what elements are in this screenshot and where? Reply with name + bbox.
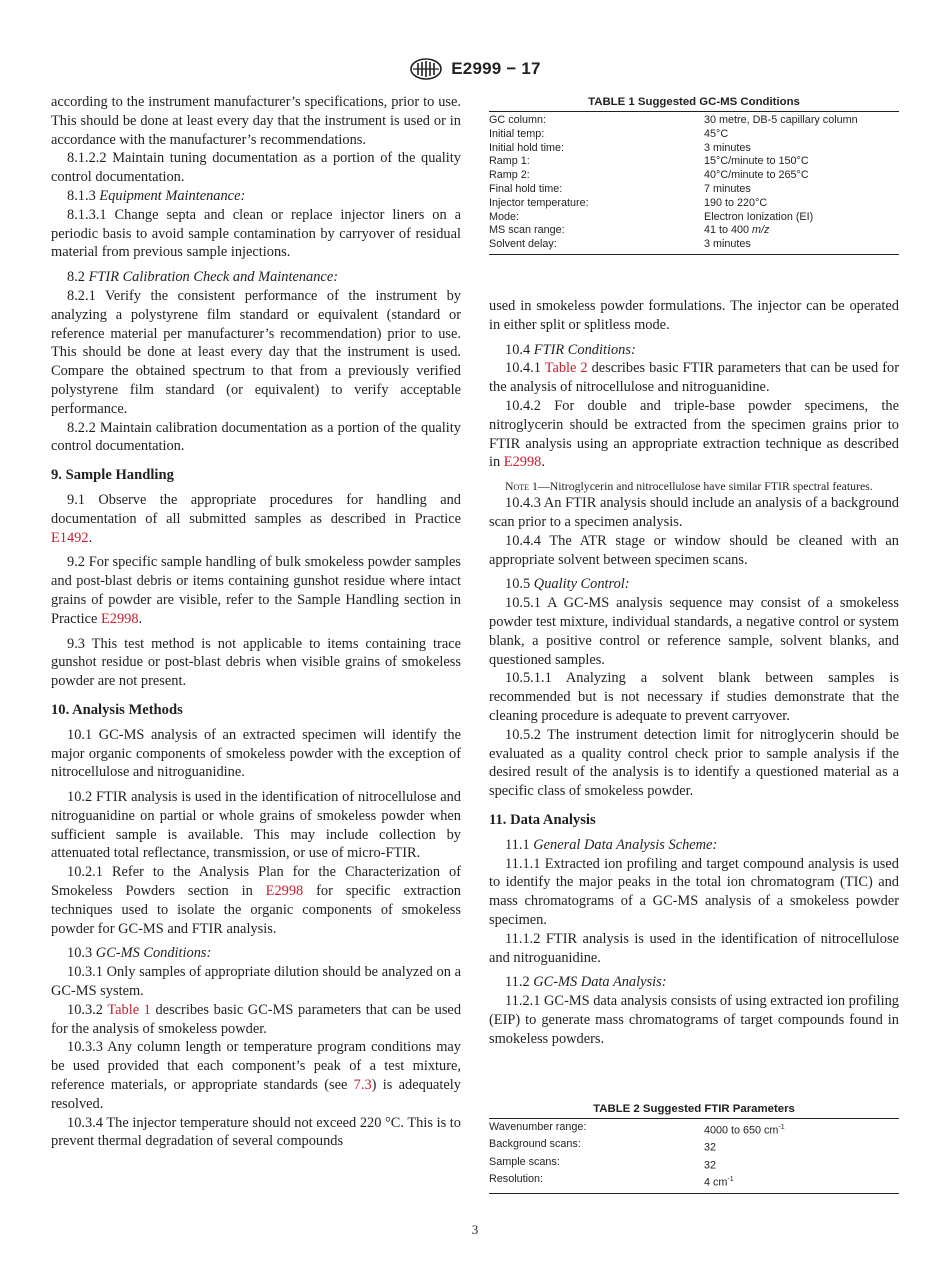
table-row: GC column: 30 metre, DB-5 capillary column bbox=[489, 114, 858, 126]
ref-link-e2998[interactable]: E2998 bbox=[100, 610, 139, 627]
table-row: Final hold time: 7 minutes bbox=[489, 182, 751, 195]
section-heading-11: 11. Data Analysis bbox=[489, 811, 596, 828]
paragraph: 10.2.1 Refer to the Analysis Plan for the Characterization of Smokeless Powders section in E2998 for specific extraction techniques used to isolate the organic components of smokeless powder for GC-MS and FTIR analysis. bbox=[51, 864, 461, 937]
section-heading-10-5: 10.5 Quality Control: bbox=[505, 576, 630, 593]
paragraph: 9.2 For specific sample handling of bulk smokeless powder samples and post-blast debris or items containing gunshot residue where intact grains of powder are visible, refer to the Sample Handling section in Practice E2998. bbox=[51, 554, 461, 627]
ref-link-e2998[interactable]: E2998 bbox=[265, 883, 304, 900]
table-body bbox=[489, 1119, 899, 1193]
section-heading-8-1-3: 8.1.3 Equipment Maintenance: bbox=[67, 187, 246, 204]
paragraph: 8.2.2 Maintain calibration documentation as a portion of the quality control documentation. bbox=[51, 419, 461, 455]
paragraph: 9.1 Observe the appropriate procedures for handling and documentation of all submitted samples as described in Practice E1492. bbox=[51, 491, 461, 546]
table-row: Background scans: 32 bbox=[489, 1138, 717, 1154]
table-caption: TABLE 2 Suggested FTIR Parameters bbox=[593, 1103, 795, 1115]
table-rule bbox=[489, 254, 899, 255]
note-1: Note 1—Nitroglycerin and nitrocellulose have similar FTIR spectral features. bbox=[505, 479, 873, 494]
paragraph: 10.1 GC-MS analysis of an extracted specimen will identify the major organic components of smokeless powder with the exception of nitrocellulose and nitroguanidine. bbox=[51, 726, 461, 781]
table-rule bbox=[489, 1193, 899, 1194]
ref-link-e2998[interactable]: E2998 bbox=[503, 454, 542, 471]
paragraph: 10.3.4 The injector temperature should not exceed 220 °C. This is to prevent thermal degradation of several compounds bbox=[51, 1114, 461, 1150]
ref-link-e1492[interactable]: E1492 bbox=[51, 529, 89, 546]
section-heading-11-1: 11.1 General Data Analysis Scheme: bbox=[505, 836, 718, 853]
page-header bbox=[0, 56, 950, 82]
paragraph: according to the instrument manufacturer’s specifications, prior to use. This should be done at least every day that the instrument is used or in accordance with the manufacturer’s recommendations. bbox=[51, 94, 461, 148]
astm-logo-icon bbox=[409, 58, 443, 80]
right-column bbox=[489, 297, 899, 1048]
table-row: Initial temp: 45°C bbox=[489, 127, 729, 140]
paragraph: 8.1.3.1 Change septa and clean or replace injector liners on a periodic basis to avoid sample contamination by carryover of residual material from previous sample injections. bbox=[51, 206, 461, 261]
paragraph: 11.2.1 GC-MS data analysis consists of using extracted ion profiling (EIP) to generate mass chromatograms of target compounds found in smokeless powders. bbox=[489, 993, 899, 1047]
table-row: MS scan range: 41 to 400 m/z bbox=[489, 224, 770, 237]
document-id: E2999 − 17 bbox=[451, 59, 541, 78]
table-row: Ramp 2: 40°C/minute to 265°C bbox=[489, 169, 809, 182]
page-number: 3 bbox=[471, 1222, 479, 1237]
paragraph: 10.4.1 Table 2 describes basic FTIR parameters that can be used for the analysis of nitrocellulose and nitroguanidine. bbox=[489, 360, 899, 396]
section-heading-8-2: 8.2 FTIR Calibration Check and Maintenance: bbox=[67, 269, 339, 286]
paragraph: 10.4.3 An FTIR analysis should include an analysis of a background scan prior to a specimen analysis. bbox=[489, 495, 899, 530]
paragraph: 10.3.3 Any column length or temperature program conditions may be used provided that each component’s peak of a test mixture, reference materials, or appropriate standards (see 7.3) is adequately resolved. bbox=[51, 1039, 461, 1112]
ref-link-table-2[interactable]: Table 2 bbox=[544, 360, 588, 377]
section-heading-10: 10. Analysis Methods bbox=[51, 701, 183, 718]
paragraph: 10.5.1.1 Analyzing a solvent blank between samples is recommended but is not necessary if studies demonstrate that the cleaning procedure is adequate to prevent carryover. bbox=[489, 670, 899, 724]
paragraph: 8.2.1 Verify the consistent performance of the instrument by analyzing a polystyrene film standard or equivalent (standard or reference material per manufacturer’s recommendation) prior to use. This should be done at least every day that the instrument is used. Compare the obtained spectrum to that from a previously verified polystyrene film standard (or equivalent) to verify acceptable performance. bbox=[51, 287, 461, 417]
table-1 bbox=[489, 93, 899, 255]
paragraph: 10.4.2 For double and triple-base powder specimens, the nitroglycerin should be extracted from the specimen grains prior to FTIR analysis using an appropriate extraction technique as described in E2998. bbox=[489, 397, 899, 471]
table-row: Initial hold time: 3 minutes bbox=[489, 141, 751, 154]
paragraph: 10.5.1 A GC-MS analysis sequence may consist of a smokeless powder test mixture, individual standards, a negative control or system blank, a positive control or reference sample, solvent blanks, and questioned samples. bbox=[489, 595, 899, 668]
paragraph: 11.1.1 Extracted ion profiling and target compound analysis is used to identify the major peaks in the total ion chromatogram (TIC) and mass chromatograms of a GC-MS analysis of a smokeless powder specimen. bbox=[489, 855, 899, 928]
section-heading-11-2: 11.2 GC-MS Data Analysis: bbox=[505, 974, 667, 991]
section-heading-10-4: 10.4 FTIR Conditions: bbox=[505, 341, 636, 358]
paragraph: 10.4.4 The ATR stage or window should be cleaned with an appropriate solvent between specimen scans. bbox=[489, 532, 899, 568]
paragraph: 10.3.1 Only samples of appropriate dilution should be analyzed on a GC-MS system. bbox=[51, 964, 461, 1000]
paragraph: used in smokeless powder formulations. The injector can be operated in either split or splitless mode. bbox=[489, 298, 899, 333]
table-2 bbox=[489, 1100, 899, 1194]
paragraph: 11.1.2 FTIR analysis is used in the identification of nitrocellulose and nitroguanidine. bbox=[489, 930, 899, 966]
table-row: Ramp 1: 15°C/minute to 150°C bbox=[489, 155, 809, 168]
section-heading-10-3: 10.3 GC-MS Conditions: bbox=[67, 945, 212, 962]
ref-link-7-3[interactable]: 7.3 bbox=[353, 1077, 372, 1094]
paragraph: 10.5.2 The instrument detection limit for nitroglycerin should be evaluated as a quality control check prior to sample analysis if the desired result of the analysis is to identify a questioned material as a specific class of smokeless powder. bbox=[489, 726, 899, 800]
table-row: Sample scans: 32 bbox=[489, 1155, 717, 1172]
left-column bbox=[51, 93, 461, 1151]
paragraph: 10.2 FTIR analysis is used in the identification of nitrocellulose and nitroguanidine on partial or whole grains of smokeless powder when sufficient sample is available. This may include collection by attenuated total reflectance, transmission, or use of micro-FTIR. bbox=[51, 789, 461, 862]
table-row: Mode: Electron Ionization (EI) bbox=[489, 210, 814, 223]
section-heading-9: 9. Sample Handling bbox=[51, 467, 174, 484]
paragraph: 10.3.2 Table 1 describes basic GC-MS parameters that can be used for the analysis of smokeless powder. bbox=[51, 1001, 462, 1037]
table-row: Injector temperature: 190 to 220°C bbox=[489, 196, 768, 209]
paragraph: 9.3 This test method is not applicable to items containing trace gunshot residue or post-blast debris when visible grains of smokeless powder are not present. bbox=[51, 635, 461, 690]
table-row: Wavenumber range: 4000 to 650 $cm^{-1}$ bbox=[489, 1121, 785, 1137]
table-row: Resolution: 4 $cm^{-1}$ bbox=[489, 1173, 734, 1189]
paragraph: 8.1.2.2 Maintain tuning documentation as a portion of the quality control documentation. bbox=[51, 150, 461, 186]
table-row: Solvent delay: 3 minutes bbox=[489, 238, 751, 251]
ref-link-table-1[interactable]: Table 1 bbox=[107, 1001, 151, 1018]
table-body bbox=[489, 112, 899, 254]
table-caption: TABLE 1 Suggested GC-MS Conditions bbox=[588, 96, 800, 108]
